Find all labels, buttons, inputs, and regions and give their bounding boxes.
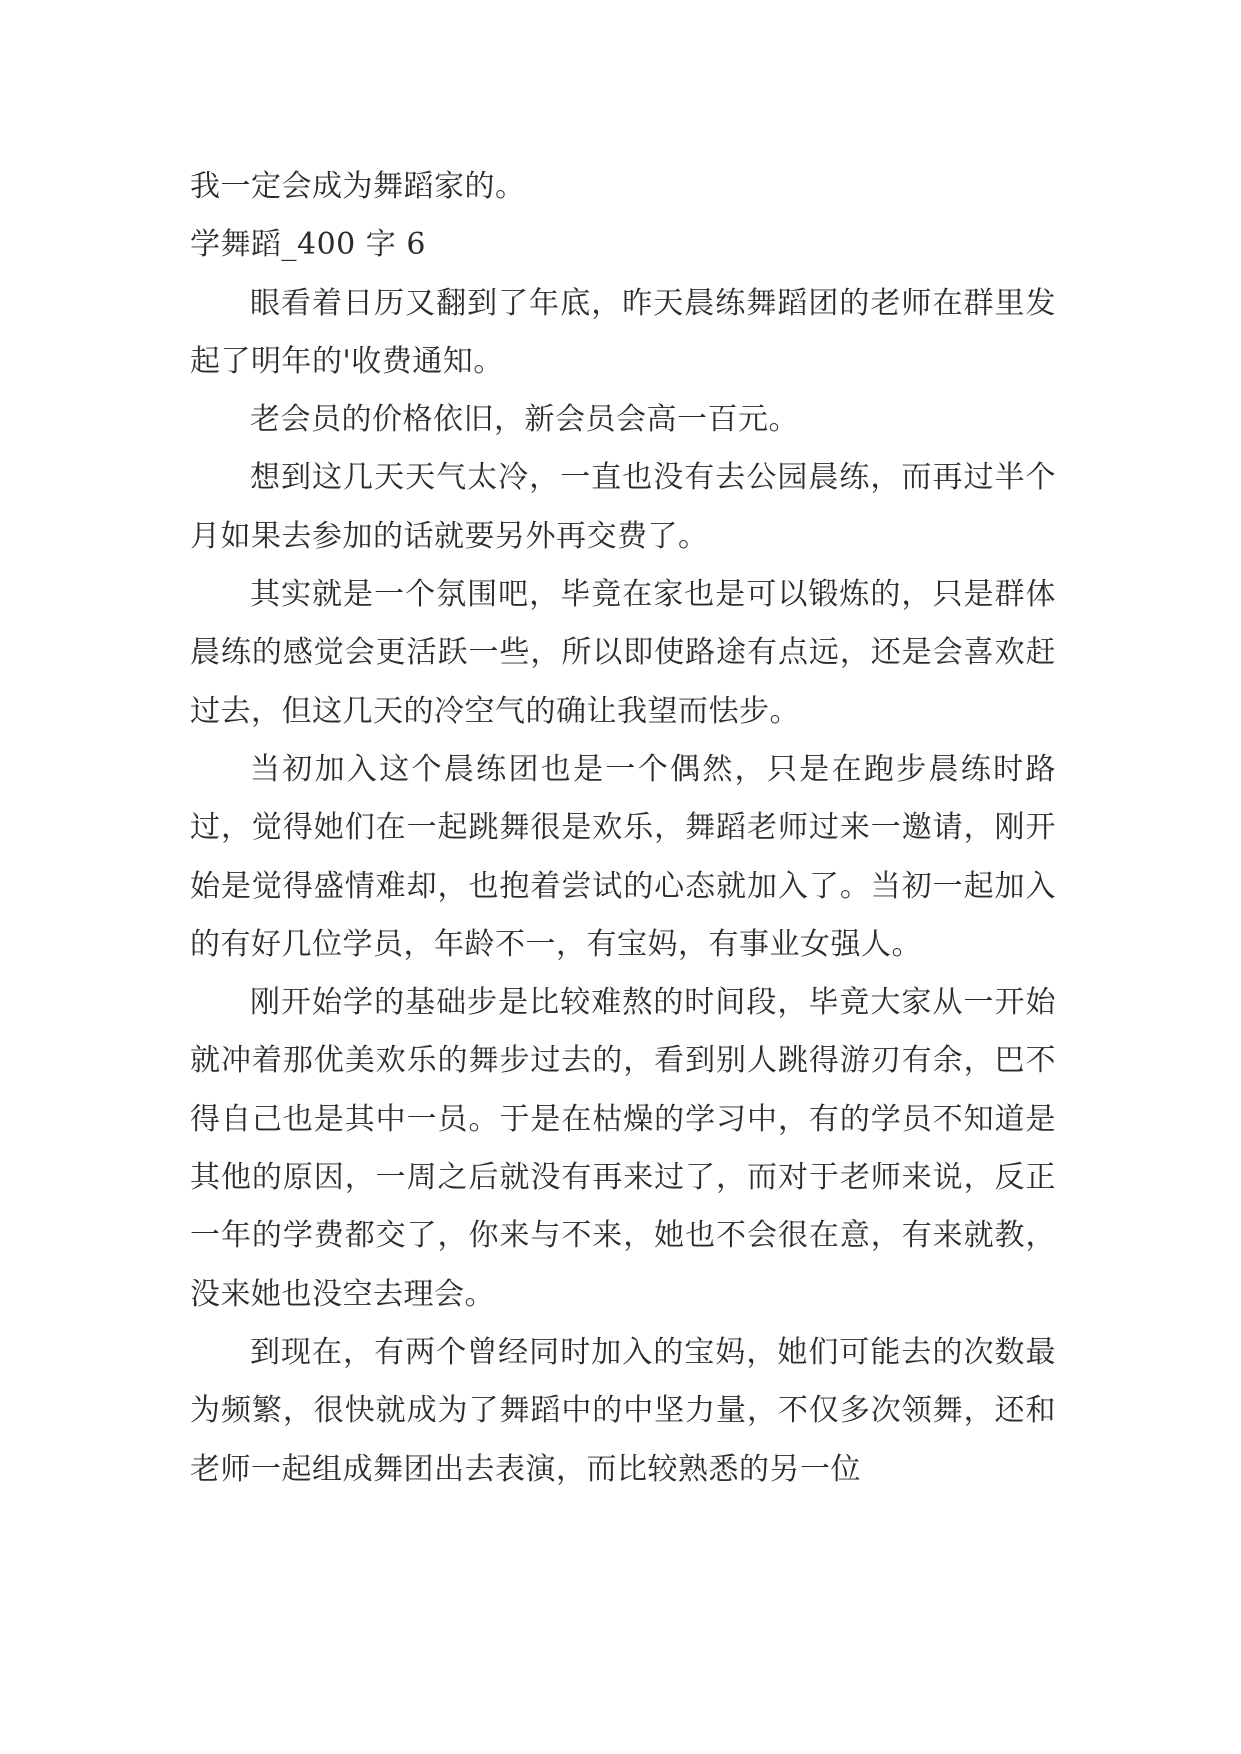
paragraph-1: 眼看着日历又翻到了年底，昨天晨练舞蹈团的老师在群里发起了明年的'收费通知。 — [190, 285, 1056, 379]
paragraph-7: 到现在，有两个曾经同时加入的宝妈，她们可能去的次数最为频繁，很快就成为了舞蹈中的中坚力量，不仅多次领舞，还和老师一起组成舞团出去表演，而比较熟悉的另一位 — [190, 1334, 1056, 1487]
paragraph-6: 刚开始学的基础步是比较难熬的时间段，毕竟大家从一开始就冲着那优美欢乐的舞步过去的，看到别人跳得游刃有余，巴不得自己也是其中一员。于是在枯燥的学习中，有的学员不知道是其他的原因，一周之后就没有再来过了，而对于老师来说，反正一年的学费都交了，你来与不来，她也不会很在意，有来就教，没来她也没空去理会。 — [190, 985, 1056, 1312]
section-heading: 学舞蹈_400 字 6 — [190, 227, 426, 263]
paragraph-4: 其实就是一个氛围吧，毕竟在家也是可以锻炼的，只是群体晨练的感觉会更活跃一些，所以即使路途有点远，还是会喜欢赶过去，但这几天的冷空气的确让我望而怯步。 — [190, 577, 1056, 729]
paragraph-2: 老会员的价格依旧，新会员会高一百元。 — [250, 402, 799, 438]
closing-line: 我一定会成为舞蹈家的。 — [190, 169, 526, 204]
paragraph-5: 当初加入这个晨练团也是一个偶然，只是在跑步晨练时路过，觉得她们在一起跳舞很是欢乐，舞蹈老师过来一邀请，刚开始是觉得盛情难却，也抱着尝试的心态就加入了。当初一起加入的有好几位学员，年龄不一，有宝妈，有事业女强人。 — [190, 751, 1056, 962]
document-body — [190, 158, 1056, 1499]
paragraph-3: 想到这几天天气太冷，一直也没有去公园晨练，而再过半个月如果去参加的话就要另外再交费了。 — [190, 460, 1056, 554]
